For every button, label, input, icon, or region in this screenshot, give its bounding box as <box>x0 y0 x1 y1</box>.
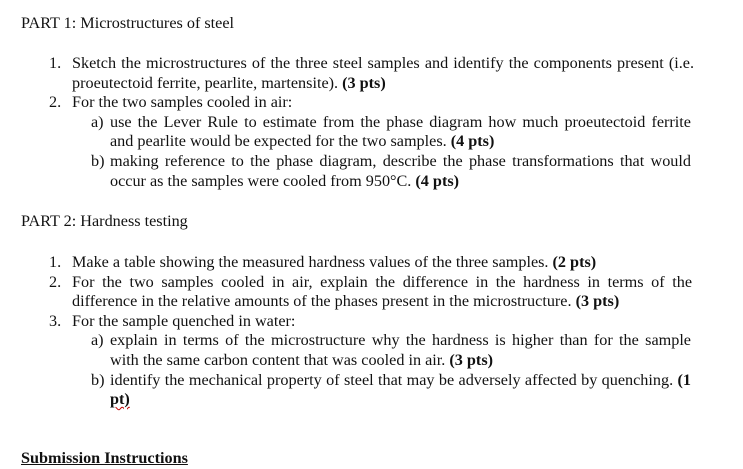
question-number: 1. <box>49 253 62 271</box>
question-text: For the sample quenched in water: <box>72 311 296 330</box>
points-open: (1 <box>677 370 691 389</box>
subquestion-text <box>110 113 691 152</box>
question-number: 2. <box>49 272 62 291</box>
question-body: For the two samples cooled in air, explain the difference in the hardness in terms of the difference in the relative amounts of the phases present in the microstructure. <box>72 272 692 311</box>
part1-question-list <box>0 54 743 191</box>
spellcheck-flagged-word: pt) <box>110 390 130 409</box>
subquestion-body: explain in terms of the microstructure why the hardness is higher than for the sample with the same carbon content that was cooled in air. <box>110 331 691 369</box>
part2-question-3a <box>0 331 743 370</box>
subquestion-body: identify the mechanical property of steel that may be adversely affected by quenching. <box>110 370 674 389</box>
points-label: (2 pts) <box>552 253 597 271</box>
submission-instructions-heading: Submission Instructions <box>21 449 188 467</box>
points-label: (3 pts) <box>449 350 494 369</box>
question-body: Sketch the microstructures of the three steel samples and identify the components present (i.e. proeutectoid ferrite, pearlite, martensite). <box>72 54 694 92</box>
part1-question-2b <box>0 152 743 191</box>
question-text <box>72 253 692 273</box>
part1-question-2a <box>0 113 743 152</box>
part1-question-2 <box>0 93 743 191</box>
subquestion-text <box>110 331 691 370</box>
subquestion-body: making reference to the phase diagram, describe the phase transformations that would occur as the samples were cooled from 950°C. <box>110 151 691 190</box>
question-number: 1. <box>49 54 62 72</box>
part2-heading: PART 2: Hardness testing <box>21 212 188 230</box>
points-label: (3 pts) <box>342 73 386 92</box>
question-body: Make a table showing the measured hardness values of the three samples. <box>72 253 549 271</box>
question-number: 3. <box>49 311 62 330</box>
question-text: For the two samples cooled in air: <box>72 93 293 112</box>
subquestion-letter: a) <box>91 331 104 350</box>
subquestion-letter: a) <box>91 112 104 131</box>
subquestion-letter: b) <box>91 370 105 389</box>
subquestion-letter: b) <box>91 151 105 170</box>
question-text <box>72 54 694 93</box>
points-label: (4 pts) <box>450 132 495 151</box>
part2-question-1 <box>0 253 743 273</box>
part1-heading: PART 1: Microstructures of steel <box>21 14 235 32</box>
subquestion-text <box>110 371 691 410</box>
question-number: 2. <box>49 93 62 112</box>
subquestion-body: use the Lever Rule to estimate from the phase diagram how much proeutectoid ferrite and pearlite would be expected for the two samples. <box>110 112 691 151</box>
points-label: (4 pts) <box>415 171 460 190</box>
part1-question-1 <box>0 54 743 93</box>
part2-question-list <box>0 253 743 410</box>
part2-question-3 <box>0 312 743 410</box>
part2-question-2 <box>0 273 743 312</box>
subquestion-text <box>110 152 691 191</box>
points-label: (3 pts) <box>575 292 620 311</box>
part2-question-3b <box>0 371 743 410</box>
question-text <box>72 273 692 312</box>
